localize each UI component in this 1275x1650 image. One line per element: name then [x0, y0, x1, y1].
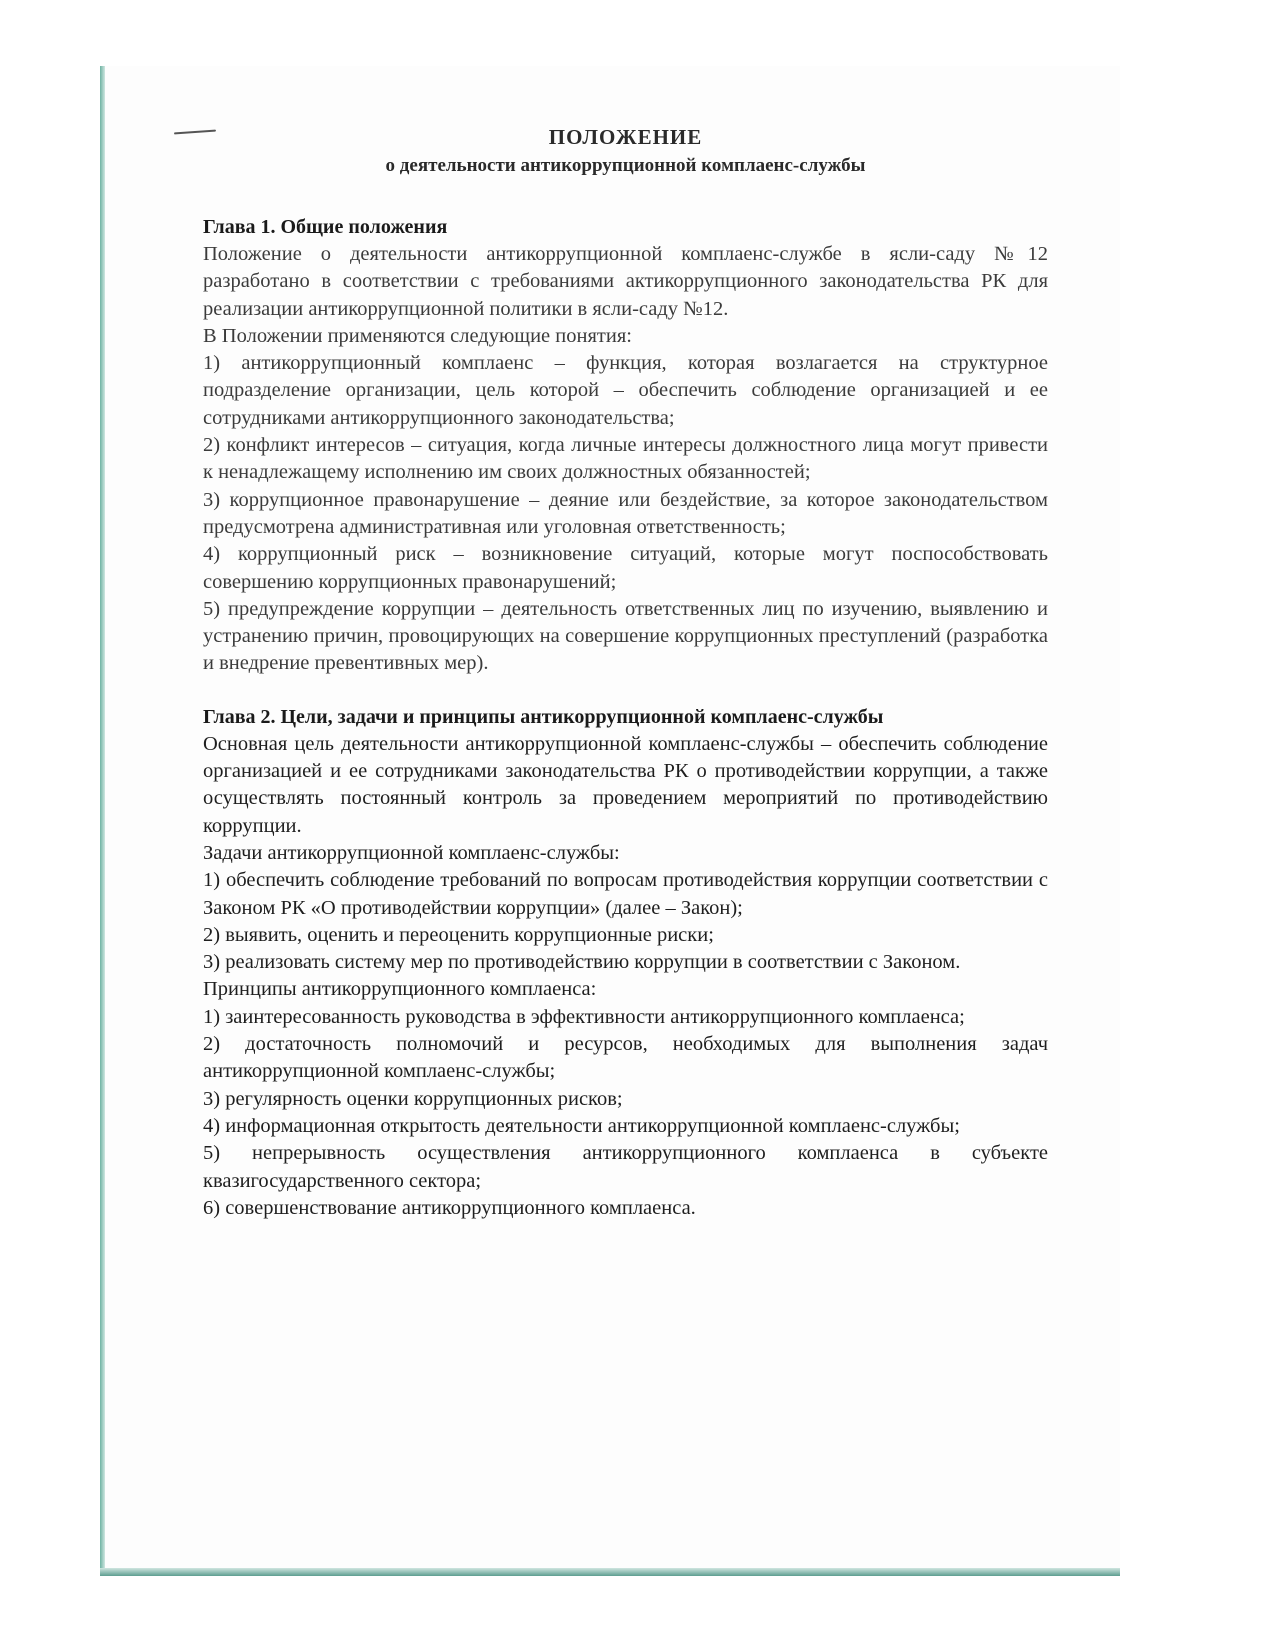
chapter-2-goal: Основная цель деятельности антикоррупционной комплаенс-службы – обеспечить соблюдение организацией и ее сотрудниками законодательства РК о противодействии коррупции, а также осуществлять постоянный контроль за проведением мероприятий по противодействию коррупции.: [203, 732, 1048, 837]
chapter-1-intro: Положение о деятельности антикоррупционной комплаенс-службе в ясли-саду №12 разработано в соответствии с требованиями актикоррупционного законодательства РК для реализации антикоррупционной политики в ясли-саду №12.: [203, 243, 1048, 320]
principle-item: 6) совершенствование антикоррупционного комплаенса.: [203, 1196, 696, 1219]
chapter-1: [203, 214, 1048, 678]
term-item: 2) конфликт интересов – ситуация, когда личные интересы должностного лица могут привести к ненадлежащему исполнению им своих должностных обязанностей;: [203, 434, 1048, 484]
tasks-intro: Задачи антикоррупционной комплаенс-службы:: [203, 841, 620, 864]
principle-item: 1) заинтересованность руководства в эффективности антикоррупционного комплаенса;: [203, 1005, 965, 1028]
principle-item: 3) регулярность оценки коррупционных рисков;: [203, 1087, 623, 1110]
task-item: 2) выявить, оценить и переоценить коррупционные риски;: [203, 923, 714, 946]
chapter-2: [203, 704, 1048, 1222]
chapter-1-heading: Глава 1. Общие положения: [203, 216, 448, 238]
principle-item: 4) информационная открытость деятельности антикоррупционной комплаенс-службы;: [203, 1114, 960, 1137]
terms-intro: В Положении применяются следующие понятия:: [203, 324, 632, 347]
task-item: 1) обеспечить соблюдение требований по вопросам противодействия коррупции соответствии с Законом РК «О противодействии коррупции» (далее – Закон);: [203, 869, 1048, 919]
task-item: 3) реализовать систему мер по противодействию коррупции в соответствии с Законом.: [203, 951, 961, 974]
term-item: 1) антикоррупционный комплаенс – функция, которая возлагается на структурное подразделение организации, цель которой – обеспечить соблюдение организацией и ее сотрудниками антикоррупционного законодательства;: [203, 352, 1048, 429]
document-subtitle: о деятельности антикоррупционной комплаенс-службы: [385, 155, 866, 176]
chapter-2-heading: Глава 2. Цели, задачи и принципы антикоррупционной комплаенс-службы: [203, 705, 884, 728]
term-item: 4) коррупционный риск – возникновение ситуаций, которые могут поспособствовать совершению коррупционных правонарушений;: [203, 543, 1048, 593]
document-body: [203, 124, 1048, 1222]
term-item: 3) коррупционное правонарушение – деяние или бездействие, за которое законодательством предусмотрена административная или уголовная ответственность;: [203, 488, 1048, 538]
document-title: ПОЛОЖЕНИЕ: [548, 125, 703, 149]
principle-item: 5) непрерывность осуществления антикоррупционного комплаенса в субъекте квазигосударственного сектора;: [203, 1142, 1048, 1192]
principles-intro: Принципы антикоррупционного комплаенса:: [203, 978, 597, 1001]
page-left-edge-shadow: [100, 66, 105, 1576]
principle-item: 2) достаточность полномочий и ресурсов, необходимых для выполнения задач антикоррупционной комплаенс-службы;: [203, 1033, 1048, 1083]
page-bottom-edge-shadow: [100, 1568, 1120, 1576]
term-item: 5) предупреждение коррупции – деятельность ответственных лиц по изучению, выявлению и устранению причин, провоцирующих на совершение коррупционных преступлений (разработка и внедрение превентивных мер).: [203, 597, 1048, 675]
